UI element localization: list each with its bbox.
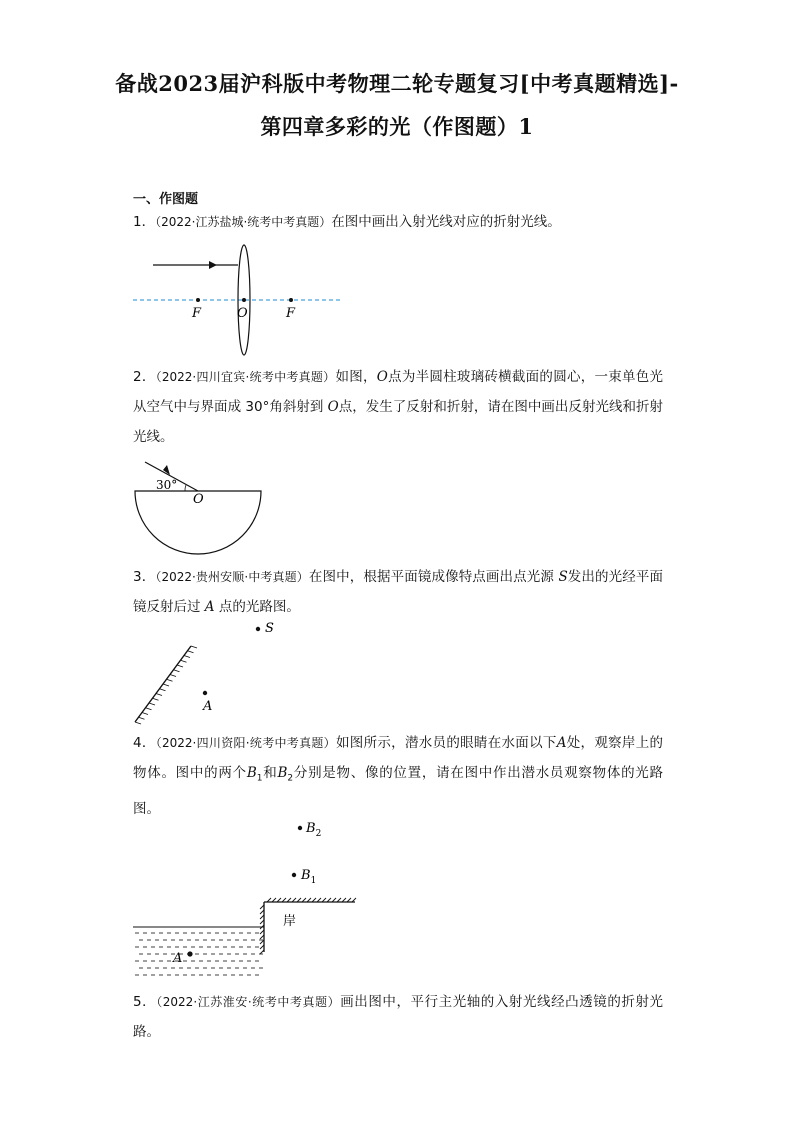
point-b1 [292,873,296,877]
question-text: 点，发生了反射和折射，请在图中画出反射光线和折射光线。 [133,399,663,445]
question-text: 分别是物、像的位置，请在图中作出潜水员观察物体的光路图。 [133,765,664,817]
label-angle: 30° [156,478,178,492]
light-source-point [256,627,260,631]
hatch-line [174,670,180,672]
subscript-2: 2 [287,773,294,784]
hatch-line [142,713,148,715]
ray-arrow-icon [209,261,217,269]
hatch-line [188,651,194,653]
label-focus-right: F [286,306,296,321]
point-b2 [298,826,302,830]
hatch-line [160,689,166,691]
angle-arc [185,485,186,491]
question-number: 5． [133,994,157,1010]
hatch-line [146,708,152,710]
question-4 [133,728,663,824]
hatch-line [170,675,176,677]
figure-semicircle-glass [133,455,268,555]
question-text: 发出的光经平面镜反射后过 [133,569,664,615]
optical-center-point [242,298,246,302]
variable-b1: B [246,765,257,781]
question-text: 处，观察岸上的物体。图中的两个 [133,735,664,781]
question-source: （2022·四川宜宾·统考中考真题） [155,370,336,384]
hatch-line [163,684,169,686]
question-number: 2． [133,369,156,385]
question-text: 和 [262,765,278,781]
label-point-a: A [203,699,213,714]
question-text: 在图中，根据平面镜成像特点画出点光源 [308,569,559,585]
question-number: 3． [133,569,156,585]
section-heading: 一、作图题 [133,192,199,207]
question-5 [133,987,663,1047]
question-text: 画出图中，平行主光轴的入射光线经凸透镜的折射光路。 [133,994,664,1040]
label-shore: 岸 [283,914,297,929]
focus-point-right [289,298,293,302]
variable-o: O [376,369,388,385]
hatch-line [191,646,197,648]
hatch-line [156,694,162,696]
hatch-line [149,703,155,705]
question-1 [133,207,663,237]
question-source: （2022·江苏淮安·统考中考真题） [156,995,341,1009]
question-3 [133,562,663,622]
label-diver: A [173,951,183,966]
label-b2: $B_2$ [306,821,322,839]
question-number: 1． [133,214,156,230]
question-source: （2022·四川资阳·统考中考真题） [155,736,336,750]
label-focus-left: F [192,306,202,321]
question-text: 点的光路图。 [214,599,300,615]
diver-eye-point [187,951,192,956]
point-a [203,691,207,695]
variable-a: A [556,735,567,751]
hatch-line [135,722,141,724]
hatch-line [139,717,145,719]
question-text: 在图中画出入射光线对应的折射光线。 [331,214,561,230]
figure-diver-shore [133,815,363,985]
water-dashes [135,933,263,975]
variable-s: S [558,569,568,585]
question-number: 4． [133,735,156,751]
document-title-line-1: 备战2023届沪科版中考物理二轮专题复习[中考真题精选]- [115,71,679,96]
question-source: （2022·江苏盐城·统考中考真题） [155,215,332,229]
label-b1: $B_1$ [301,868,317,886]
figure-plane-mirror [133,618,293,728]
question-source: （2022·贵州安顺·中考真题） [155,570,309,584]
hatch-line [153,698,159,700]
hatch-line [177,665,183,667]
question-text: 如图所示，潜水员的眼睛在水面以下 [335,735,557,751]
document-title-line-2: 第四章多彩的光（作图题）1 [260,114,534,139]
hatch-line [184,656,190,658]
variable-o: O [327,399,339,415]
label-center: O [193,492,204,507]
label-source: S [265,621,274,636]
variable-b2: B [277,765,288,781]
mirror-hatching [135,646,197,724]
shore-hatching [260,898,356,954]
question-text: 点为半圆柱玻璃砖横截面的圆心，一束单色光从空气中与界面成 30°角斜射到 [133,369,664,415]
hatch-line [167,679,173,681]
label-optical-center: O [237,306,248,321]
hatch-line [181,660,187,662]
figure-convex-lens [133,242,363,322]
question-2 [133,362,663,452]
subscript-1: 1 [256,773,263,784]
focus-point-left [196,298,200,302]
variable-a: A [204,599,215,615]
question-text: 如图， [335,369,377,385]
